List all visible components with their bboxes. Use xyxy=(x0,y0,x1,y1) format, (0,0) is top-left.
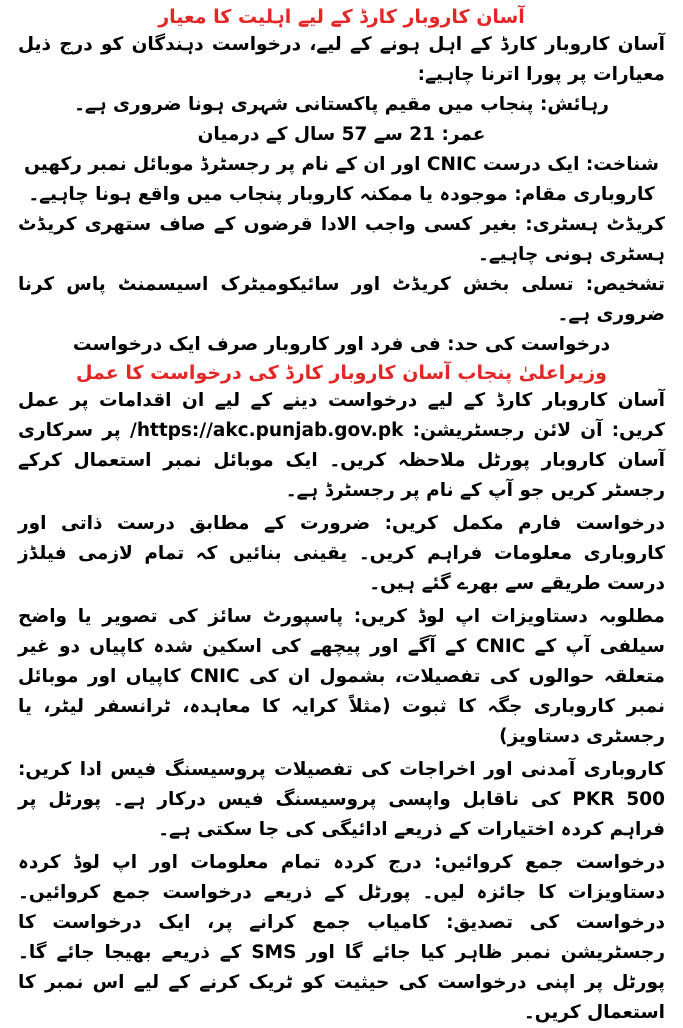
criterion-credit: کریڈٹ ہسٹری: بغیر کسی واجب الادا قرضوں کے صاف ستھری کریڈٹ ہسٹری ہونی چاہیے۔ xyxy=(18,214,665,265)
criterion-location: کاروباری مقام: موجودہ یا ممکنہ کاروبار پنجاب میں واقع ہونا چاہیے۔ xyxy=(28,184,655,205)
step-documents: مطلوبہ دستاویزات اپ لوڈ کریں: پاسپورٹ سائز کی تصویر یا واضح سیلفی آپ کے CNIC کے آگے اور پیچھے کی اسکین شدہ کاپیاں دو غیر متعلقہ حوالوں کی تفصیلات، بشمول ان کی CNIC کاپیاں اور موبائل نمبر کاروباری جگہ کا ثبوت (مثلاً کرایہ کا معاہدہ، ٹرانسفر لیٹر، یا رجسٹری دستاویز) xyxy=(18,606,665,747)
application-process-heading: وزیراعلیٰ پنجاب آسان کاروبار کارڈ کی درخواست کا عمل xyxy=(76,362,607,384)
eligibility-heading: آسان کاروبار کارڈ کے لیے اہلیت کا معیار xyxy=(158,6,525,28)
criterion-residence: رہائش: پنجاب میں مقیم پاکستانی شہری ہونا ضروری ہے۔ xyxy=(74,94,609,115)
step-registration: آسان کاروبار کارڈ کے لیے درخواست دینے کے لیے ان اقدامات پر عمل کریں: آن لائن رجسٹریشن: https://akc.punjab.gov.pk/ پر سرکاری آسان کاروبار پورٹل ملاحظہ کریں۔ ایک موبائل نمبر استعمال کرکے رجسٹر کریں جو آپ کے نام پر رجسٹرڈ ہے۔ xyxy=(18,390,665,501)
criterion-assessment: تشخیص: تسلی بخش کریڈٹ اور سائیکومیٹرک اسیسمنٹ پاس کرنا ضروری ہے۔ xyxy=(18,274,665,325)
criterion-limit: درخواست کی حد: فی فرد اور کاروبار صرف ایک درخواست xyxy=(72,334,611,355)
step-form: درخواست فارم مکمل کریں: ضرورت کے مطابق درست ذاتی اور کاروباری معلومات فراہم کریں۔ یقینی بنائیں کہ تمام لازمی فیلڈز درست طریقے سے بھرے گئے ہیں۔ xyxy=(18,513,665,594)
criterion-identity: شناخت: ایک درست CNIC اور ان کے نام پر رجسٹرڈ موبائل نمبر رکھیں xyxy=(24,154,659,175)
step-submit: درخواست جمع کروائیں: درج کردہ تمام معلومات اور اپ لوڈ کردہ دستاویزات کا جائزہ لیں۔ پورٹل کے ذریعے درخواست جمع کروائیں۔ درخواست کی تصدیق: کامیاب جمع کرانے پر، ایک درخواست کا رجسٹریشن نمبر ظاہر کیا جائے گا اور SMS کے ذریعے بھیجا جائے گا۔ پورٹل پر اپنی درخواست کی حیثیت کو ٹریک کرنے کے لیے اس نمبر کا استعمال کریں۔ xyxy=(18,852,665,1023)
criterion-age: عمر: 21 سے 57 سال کے درمیان xyxy=(197,124,486,145)
step-fee: کاروباری آمدنی اور اخراجات کی تفصیلات پروسیسنگ فیس ادا کریں: PKR 500 کی ناقابل واپسی پروسیسنگ فیس درکار ہے۔ پورٹل پر فراہم کردہ اختیارات کے ذریعے ادائیگی کی جا سکتی ہے۔ xyxy=(18,759,665,840)
eligibility-intro: آسان کاروبار کارڈ کے اہل ہونے کے لیے، درخواست دہندگان کو درج ذیل معیارات پر پورا اترنا چاہیے: xyxy=(18,34,665,85)
